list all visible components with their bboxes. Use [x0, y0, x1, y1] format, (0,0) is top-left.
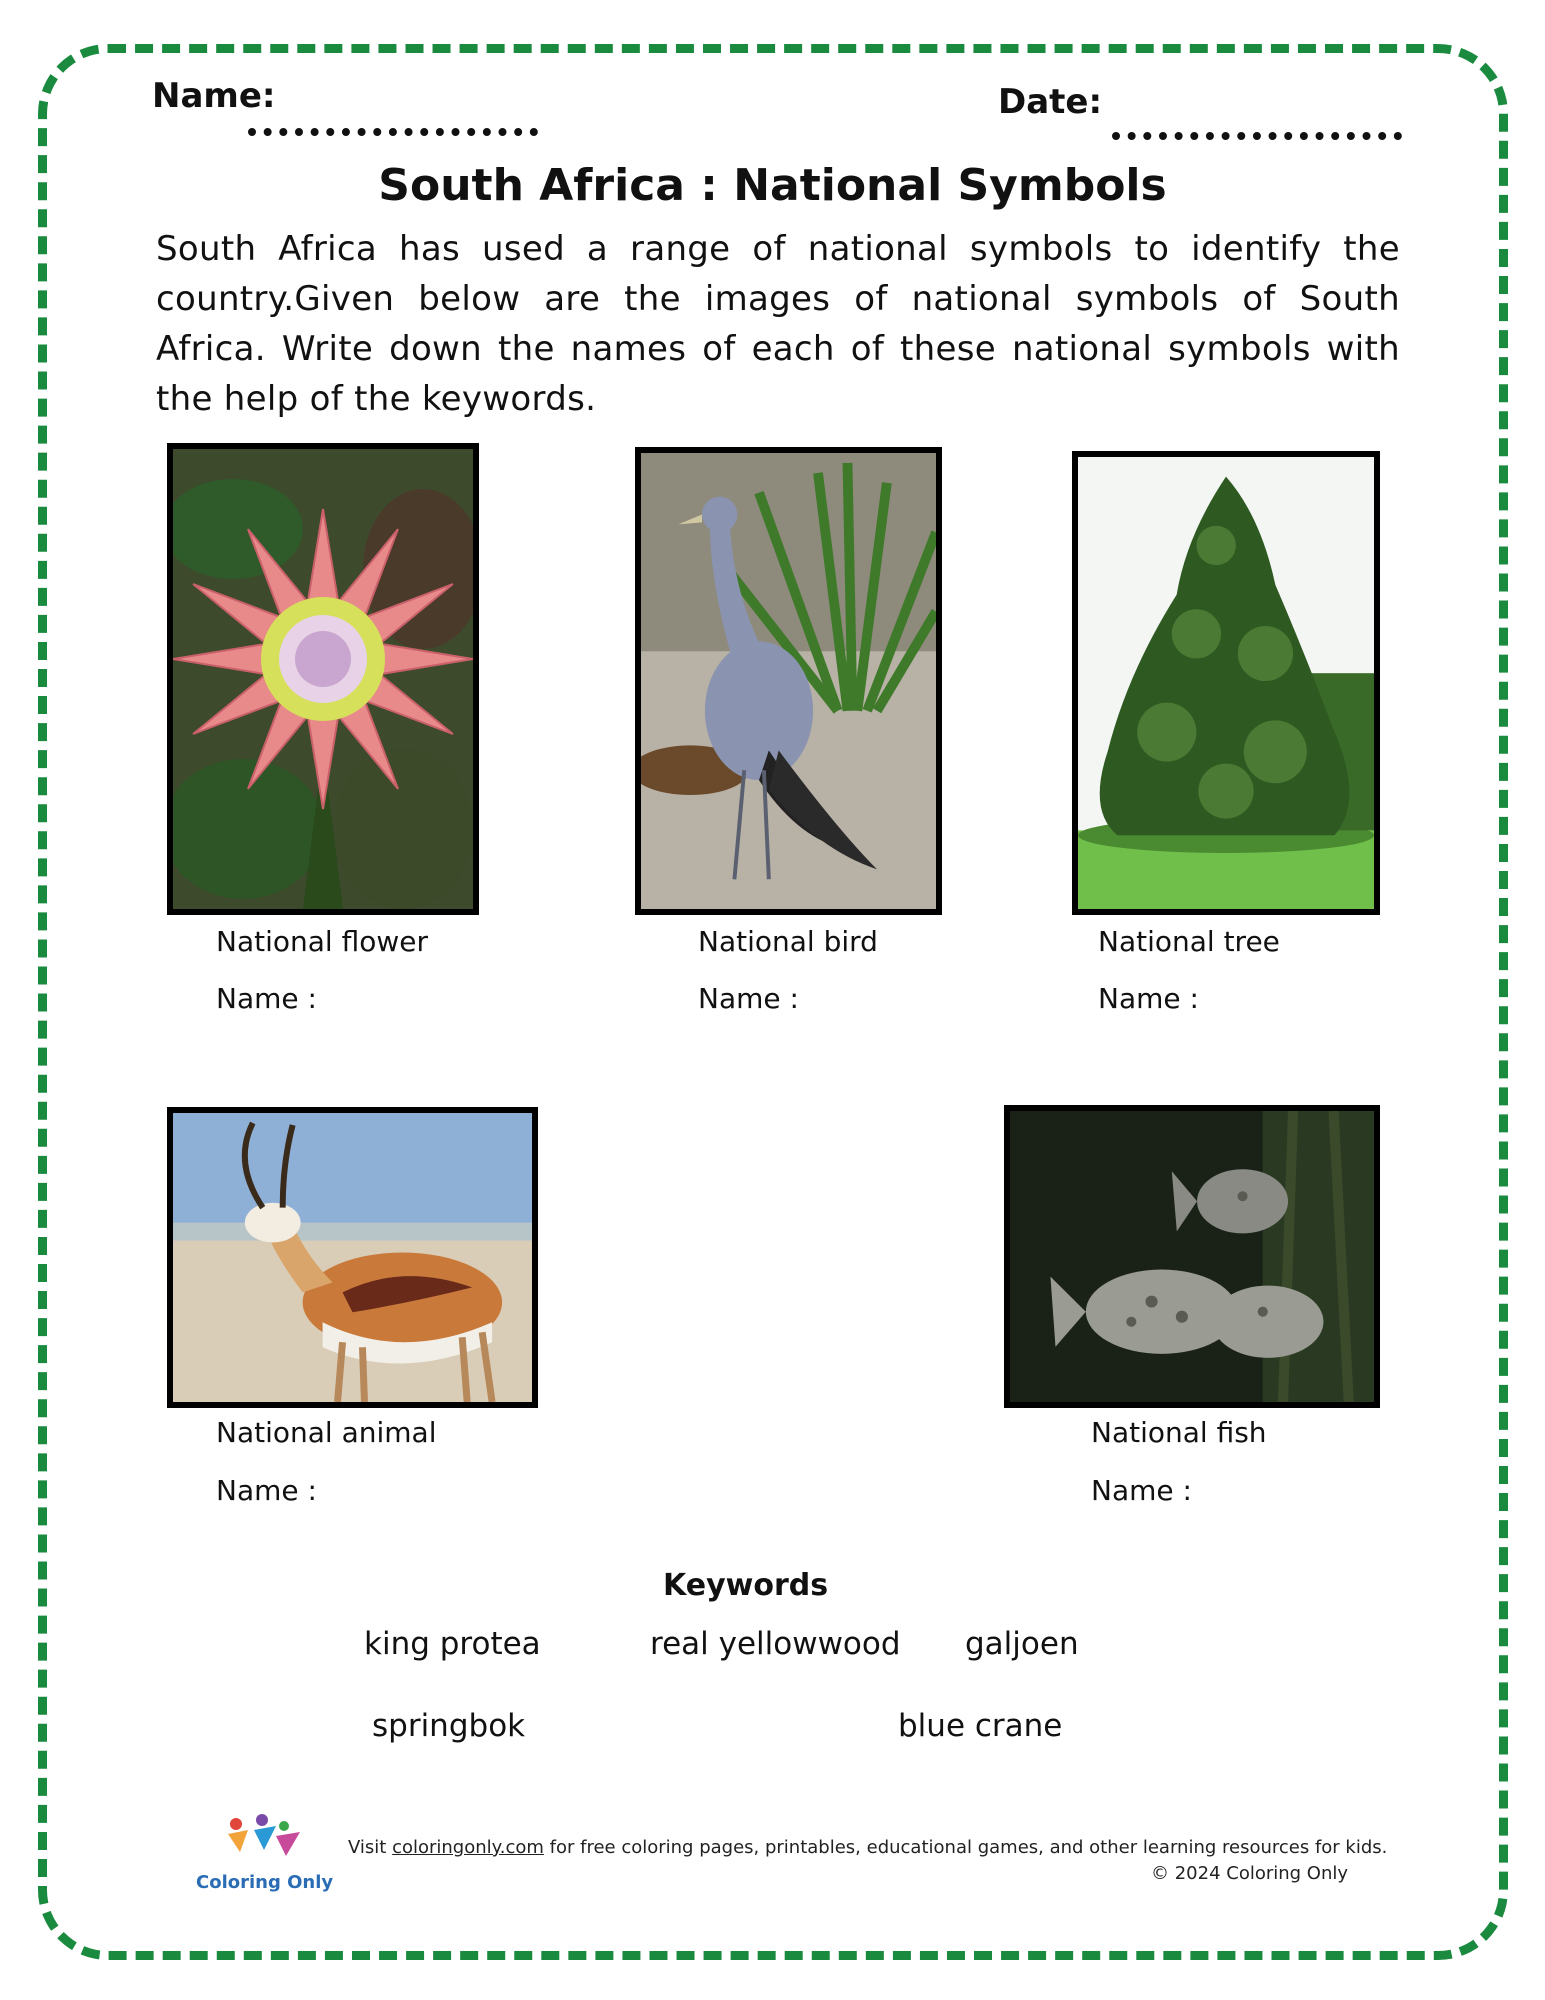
footer-visit-rest: for free coloring pages, printables, educational games, and other learning resources for kids. — [543, 1837, 1388, 1858]
galjoen-fish-photo — [1004, 1105, 1380, 1408]
keyword-item: galjoen — [965, 1626, 1079, 1662]
caption-national-flower: National flower — [216, 925, 428, 958]
name-label-flower: Name : — [216, 982, 317, 1015]
keyword-item: real yellowwood — [650, 1626, 901, 1662]
name-label-bird: Name : — [698, 982, 799, 1015]
caption-national-tree: National tree — [1098, 925, 1280, 958]
keyword-item: king protea — [364, 1626, 541, 1662]
keywords-title: Keywords — [663, 1568, 829, 1603]
yellowwood-tree-photo — [1072, 451, 1380, 915]
name-label: Name: — [152, 76, 276, 116]
blue-crane-photo — [635, 447, 942, 915]
footer-visit-text — [348, 1837, 1387, 1858]
springbok-photo — [167, 1107, 538, 1408]
caption-national-fish: National fish — [1091, 1416, 1267, 1449]
keyword-item: springbok — [372, 1708, 526, 1744]
name-label-animal: Name : — [216, 1474, 317, 1507]
caption-national-bird: National bird — [698, 925, 878, 958]
keyword-item: blue crane — [898, 1708, 1063, 1744]
intro-paragraph: South Africa has used a range of national symbols to identify the country.Given below are the images of national symbols of South Africa. Write down the names of each of these national symbols with the help of the keywords. — [156, 229, 1400, 419]
footer-link[interactable]: coloringonly.com — [392, 1837, 544, 1858]
page-title: South Africa : National Symbols — [378, 160, 1167, 211]
date-line[interactable] — [1112, 132, 1402, 140]
caption-national-animal: National animal — [216, 1416, 437, 1449]
footer-visit-prefix: Visit — [348, 1837, 393, 1858]
protea-flower-photo — [167, 443, 479, 915]
date-label: Date: — [998, 82, 1103, 122]
footer-copyright: © 2024 Coloring Only — [1151, 1863, 1349, 1884]
name-label-fish: Name : — [1091, 1474, 1192, 1507]
logo-text: Coloring Only — [196, 1872, 334, 1893]
coloring-only-logo-icon — [218, 1812, 304, 1868]
name-line[interactable] — [248, 128, 538, 136]
name-label-tree: Name : — [1098, 982, 1199, 1015]
